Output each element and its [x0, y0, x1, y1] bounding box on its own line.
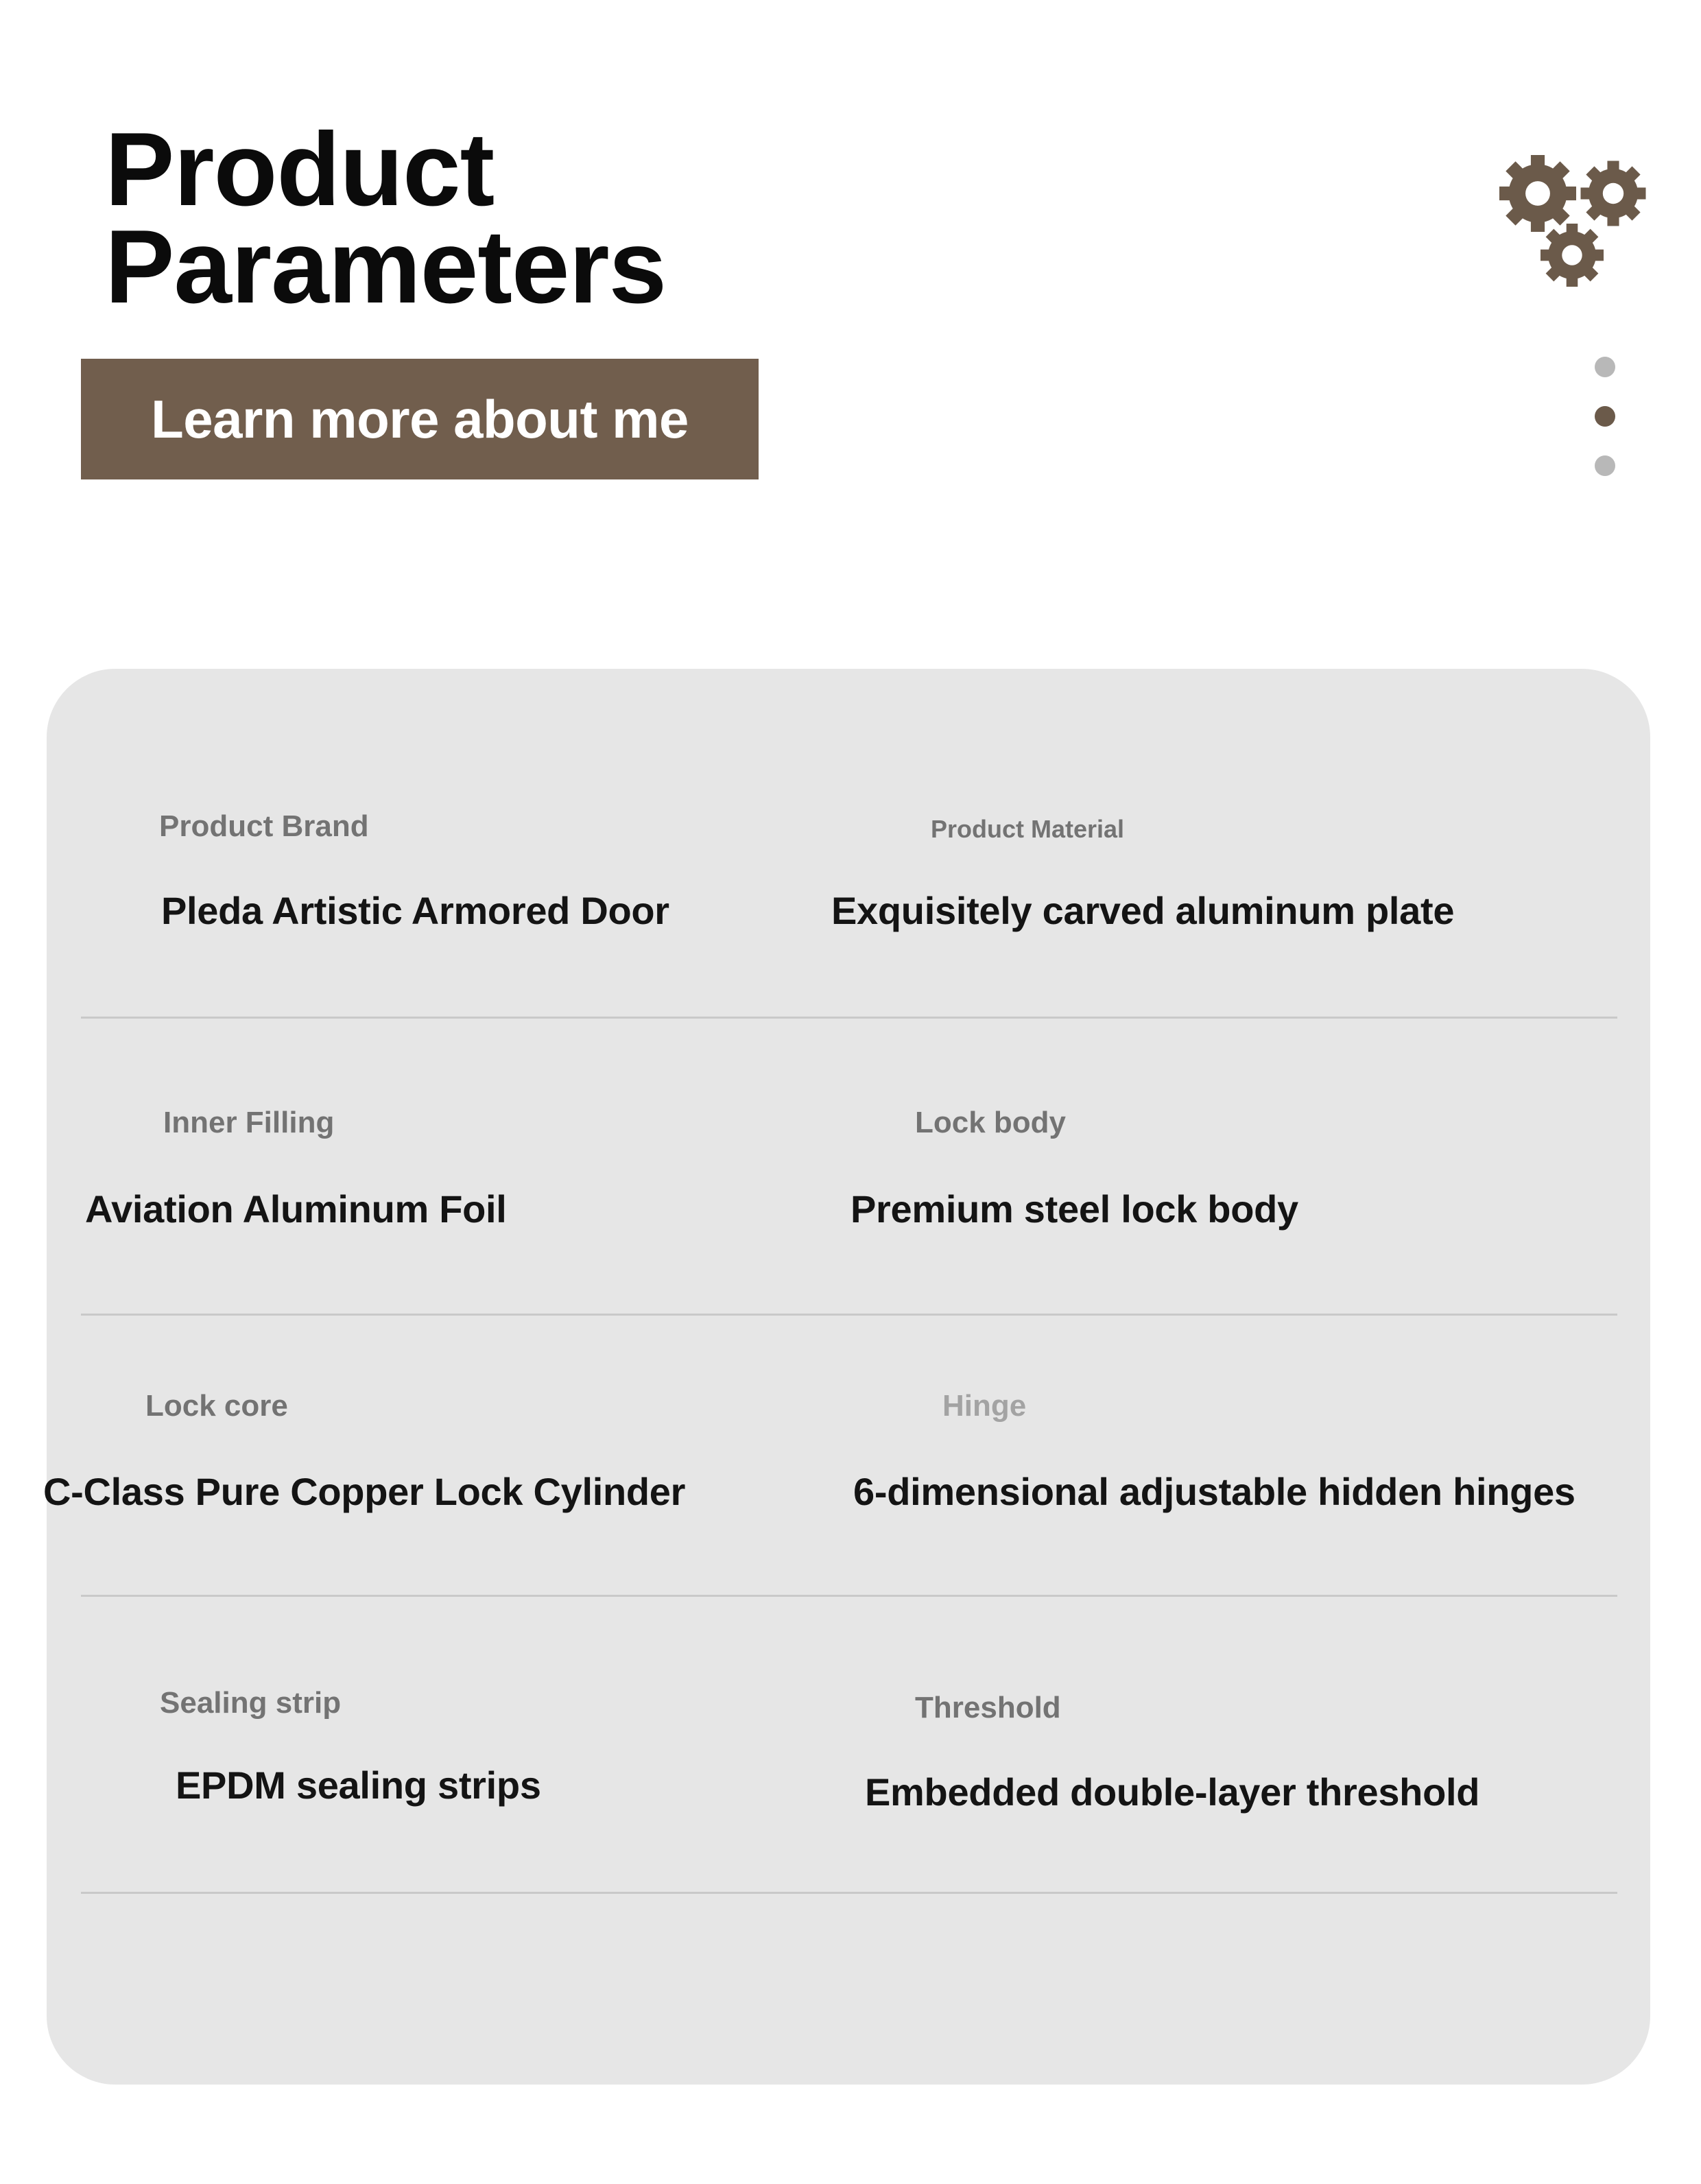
param-label-sealing-strip: Sealing strip — [160, 1686, 342, 1720]
param-label-threshold: Threshold — [915, 1691, 1061, 1724]
pager-dot-3[interactable] — [1595, 455, 1615, 476]
gears-icon — [1495, 144, 1660, 295]
param-value-product-brand: Pleda Artistic Armored Door — [161, 889, 669, 932]
pager-dots — [1591, 357, 1619, 480]
param-value-sealing-strip: EPDM sealing strips — [176, 1764, 541, 1807]
row-divider-3 — [81, 1595, 1617, 1597]
param-value-lock-body: Premium steel lock body — [850, 1187, 1298, 1231]
param-label-lock-body: Lock body — [915, 1106, 1067, 1139]
param-value-inner-filling: Aviation Aluminum Foil — [85, 1187, 507, 1231]
page-title-line-2: Parameters — [105, 209, 667, 325]
learn-more-button[interactable]: Learn more about me — [81, 359, 759, 479]
parameters-card — [47, 669, 1650, 2085]
pager-dot-2-active[interactable] — [1595, 406, 1615, 427]
param-label-product-material: Product Material — [931, 815, 1125, 843]
param-label-product-brand: Product Brand — [159, 809, 369, 843]
page-title — [105, 111, 667, 325]
param-value-hinge: 6-dimensional adjustable hidden hinges — [853, 1470, 1575, 1513]
row-divider-1 — [81, 1017, 1617, 1019]
param-label-inner-filling: Inner Filling — [163, 1106, 335, 1139]
page-title-line-1: Product — [105, 111, 495, 228]
param-value-lock-core: C-Class Pure Copper Lock Cylinder — [43, 1470, 686, 1513]
row-divider-2 — [81, 1314, 1617, 1316]
param-value-product-material: Exquisitely carved aluminum plate — [831, 889, 1455, 932]
pager-dot-1[interactable] — [1595, 357, 1615, 377]
param-value-threshold: Embedded double-layer threshold — [865, 1770, 1480, 1814]
param-label-lock-core: Lock core — [145, 1389, 288, 1423]
row-divider-4 — [81, 1892, 1617, 1894]
param-label-hinge: Hinge — [942, 1389, 1027, 1423]
